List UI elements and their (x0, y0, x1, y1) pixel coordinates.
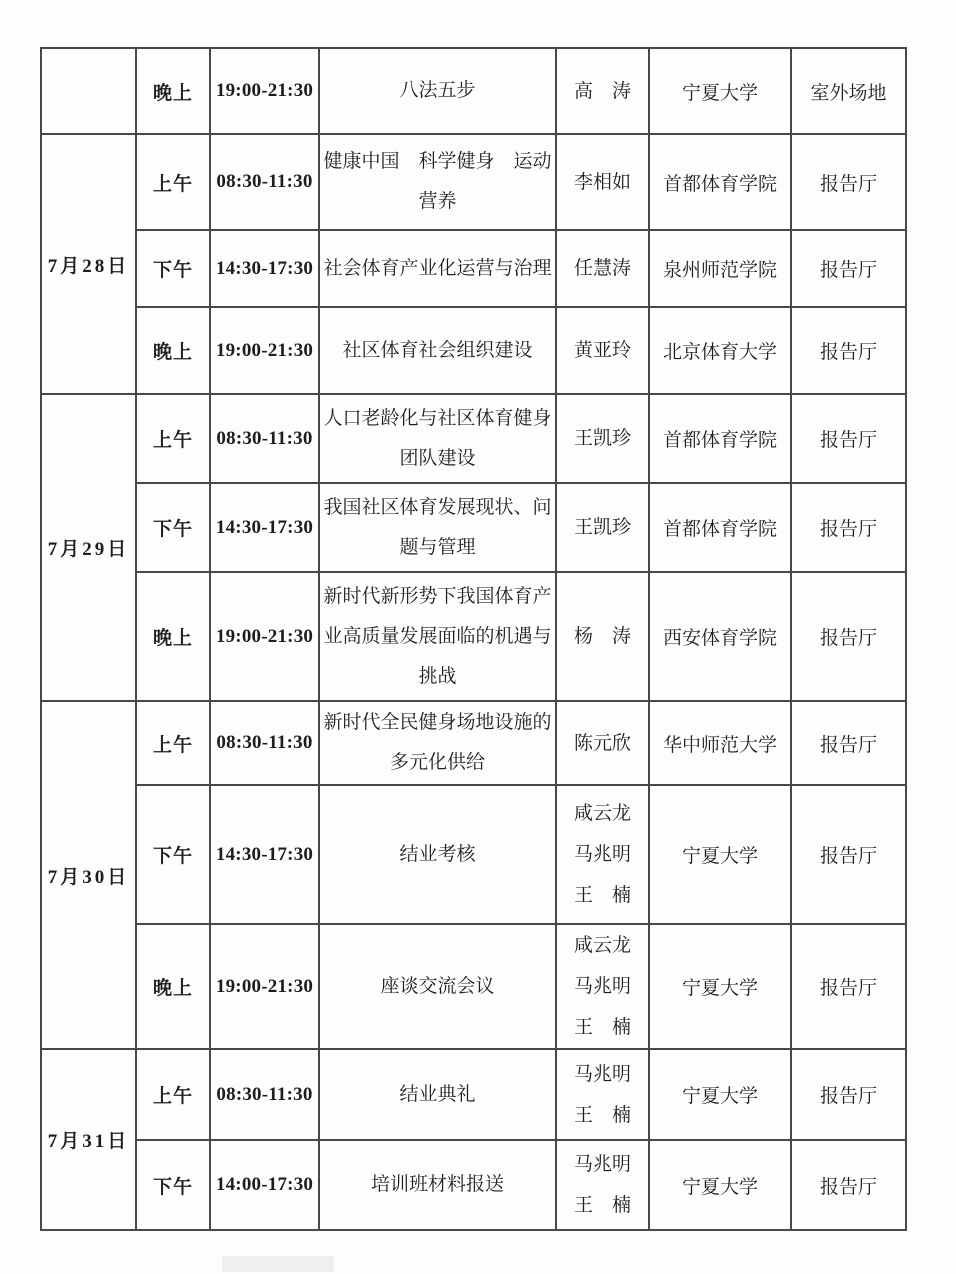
institution-cell: 首都体育学院 (649, 483, 791, 572)
speaker-name: 马兆明 (573, 844, 631, 865)
time-cell: 14:30-17:30 (210, 785, 319, 924)
venue-cell: 报告厅 (791, 1049, 906, 1140)
venue-cell: 报告厅 (791, 924, 906, 1049)
institution-cell: 华中师范大学 (649, 701, 791, 785)
speaker-cell (556, 48, 649, 134)
institution-cell: 北京体育大学 (649, 307, 791, 394)
time-cell: 19:00-21:30 (210, 307, 319, 394)
table-row (41, 785, 906, 924)
institution-cell: 宁夏大学 (649, 1140, 791, 1230)
speaker-cell (556, 394, 649, 483)
venue-cell: 报告厅 (791, 1140, 906, 1230)
speaker-name: 马兆明 (573, 976, 631, 997)
venue-cell: 报告厅 (791, 701, 906, 785)
venue-cell: 报告厅 (791, 394, 906, 483)
topic-cell: 结业典礼 (319, 1049, 556, 1140)
table-row (41, 48, 906, 134)
venue-cell: 报告厅 (791, 230, 906, 307)
speaker-name: 王凯珍 (573, 428, 631, 449)
date-cell: 7月28日 (41, 134, 136, 394)
topic-cell: 人口老龄化与社区体育健身团队建设 (319, 394, 556, 483)
date-cell: 7月31日 (41, 1049, 136, 1230)
topic-cell: 社区体育社会组织建设 (319, 307, 556, 394)
institution-cell: 首都体育学院 (649, 394, 791, 483)
period-cell: 晚上 (136, 48, 210, 134)
time-cell: 19:00-21:30 (210, 572, 319, 701)
speaker-name: 咸云龙 (573, 935, 631, 956)
table-row (41, 701, 906, 785)
topic-cell: 新时代新形势下我国体育产业高质量发展面临的机遇与挑战 (319, 572, 556, 701)
period-cell: 下午 (136, 230, 210, 307)
period-cell: 晚上 (136, 307, 210, 394)
institution-cell: 宁夏大学 (649, 48, 791, 134)
speaker-name: 李相如 (573, 171, 631, 193)
table-row (41, 307, 906, 394)
venue-cell: 室外场地 (791, 48, 906, 134)
speaker-cell (556, 230, 649, 307)
period-cell: 上午 (136, 701, 210, 785)
speaker-name: 马兆明 (573, 1154, 631, 1175)
time-cell: 19:00-21:30 (210, 924, 319, 1049)
time-cell: 14:30-17:30 (210, 230, 319, 307)
speaker-cell (556, 785, 649, 924)
institution-cell: 宁夏大学 (649, 1049, 791, 1140)
speaker-cell (556, 924, 649, 1049)
period-cell: 晚上 (136, 572, 210, 701)
institution-cell: 泉州师范学院 (649, 230, 791, 307)
schedule-table-body (41, 48, 906, 1230)
period-cell: 上午 (136, 134, 210, 230)
table-row (41, 134, 906, 230)
speaker-name: 马兆明 (573, 1063, 631, 1085)
date-cell (41, 48, 136, 134)
speaker-name: 王 楠 (573, 1104, 631, 1126)
time-cell: 08:30-11:30 (210, 394, 319, 483)
institution-cell: 宁夏大学 (649, 785, 791, 924)
time-cell: 14:00-17:30 (210, 1140, 319, 1230)
speaker-cell (556, 1049, 649, 1140)
speaker-cell (556, 307, 649, 394)
speaker-name: 黄亚玲 (573, 340, 631, 361)
speaker-cell (556, 701, 649, 785)
period-cell: 下午 (136, 483, 210, 572)
time-cell: 19:00-21:30 (210, 48, 319, 134)
topic-cell: 座谈交流会议 (319, 924, 556, 1049)
date-cell: 7月30日 (41, 701, 136, 1049)
venue-cell: 报告厅 (791, 134, 906, 230)
speaker-name: 高 涛 (573, 80, 631, 102)
institution-cell: 宁夏大学 (649, 924, 791, 1049)
table-row (41, 1049, 906, 1140)
date-cell: 7月29日 (41, 394, 136, 701)
table-row (41, 1140, 906, 1230)
speaker-name: 王凯珍 (573, 517, 631, 538)
table-row (41, 924, 906, 1049)
schedule-table (40, 47, 907, 1231)
speaker-name: 王 楠 (573, 1195, 631, 1216)
speaker-cell (556, 483, 649, 572)
speaker-name: 任慧涛 (573, 258, 631, 279)
institution-cell: 首都体育学院 (649, 134, 791, 230)
period-cell: 上午 (136, 394, 210, 483)
time-cell: 08:30-11:30 (210, 1049, 319, 1140)
speaker-name: 王 楠 (573, 885, 631, 906)
speaker-name: 咸云龙 (573, 803, 631, 824)
speaker-name: 杨 涛 (573, 626, 631, 647)
speaker-cell (556, 134, 649, 230)
period-cell: 下午 (136, 1140, 210, 1230)
venue-cell: 报告厅 (791, 483, 906, 572)
topic-cell: 新时代全民健身场地设施的多元化供给 (319, 701, 556, 785)
topic-cell: 社会体育产业化运营与治理 (319, 230, 556, 307)
topic-cell: 培训班材料报送 (319, 1140, 556, 1230)
table-row (41, 394, 906, 483)
venue-cell: 报告厅 (791, 572, 906, 701)
period-cell: 晚上 (136, 924, 210, 1049)
speaker-name: 陈元欣 (573, 732, 631, 754)
topic-cell: 八法五步 (319, 48, 556, 134)
period-cell: 下午 (136, 785, 210, 924)
period-cell: 上午 (136, 1049, 210, 1140)
venue-cell: 报告厅 (791, 785, 906, 924)
institution-cell: 西安体育学院 (649, 572, 791, 701)
topic-cell: 健康中国 科学健身 运动营养 (319, 134, 556, 230)
speaker-name: 王 楠 (573, 1017, 631, 1038)
time-cell: 08:30-11:30 (210, 134, 319, 230)
topic-cell: 我国社区体育发展现状、问题与管理 (319, 483, 556, 572)
table-row (41, 572, 906, 701)
scan-artifact (222, 1256, 334, 1272)
topic-cell: 结业考核 (319, 785, 556, 924)
speaker-cell (556, 1140, 649, 1230)
venue-cell: 报告厅 (791, 307, 906, 394)
table-row (41, 483, 906, 572)
table-row (41, 230, 906, 307)
time-cell: 08:30-11:30 (210, 701, 319, 785)
speaker-cell (556, 572, 649, 701)
time-cell: 14:30-17:30 (210, 483, 319, 572)
